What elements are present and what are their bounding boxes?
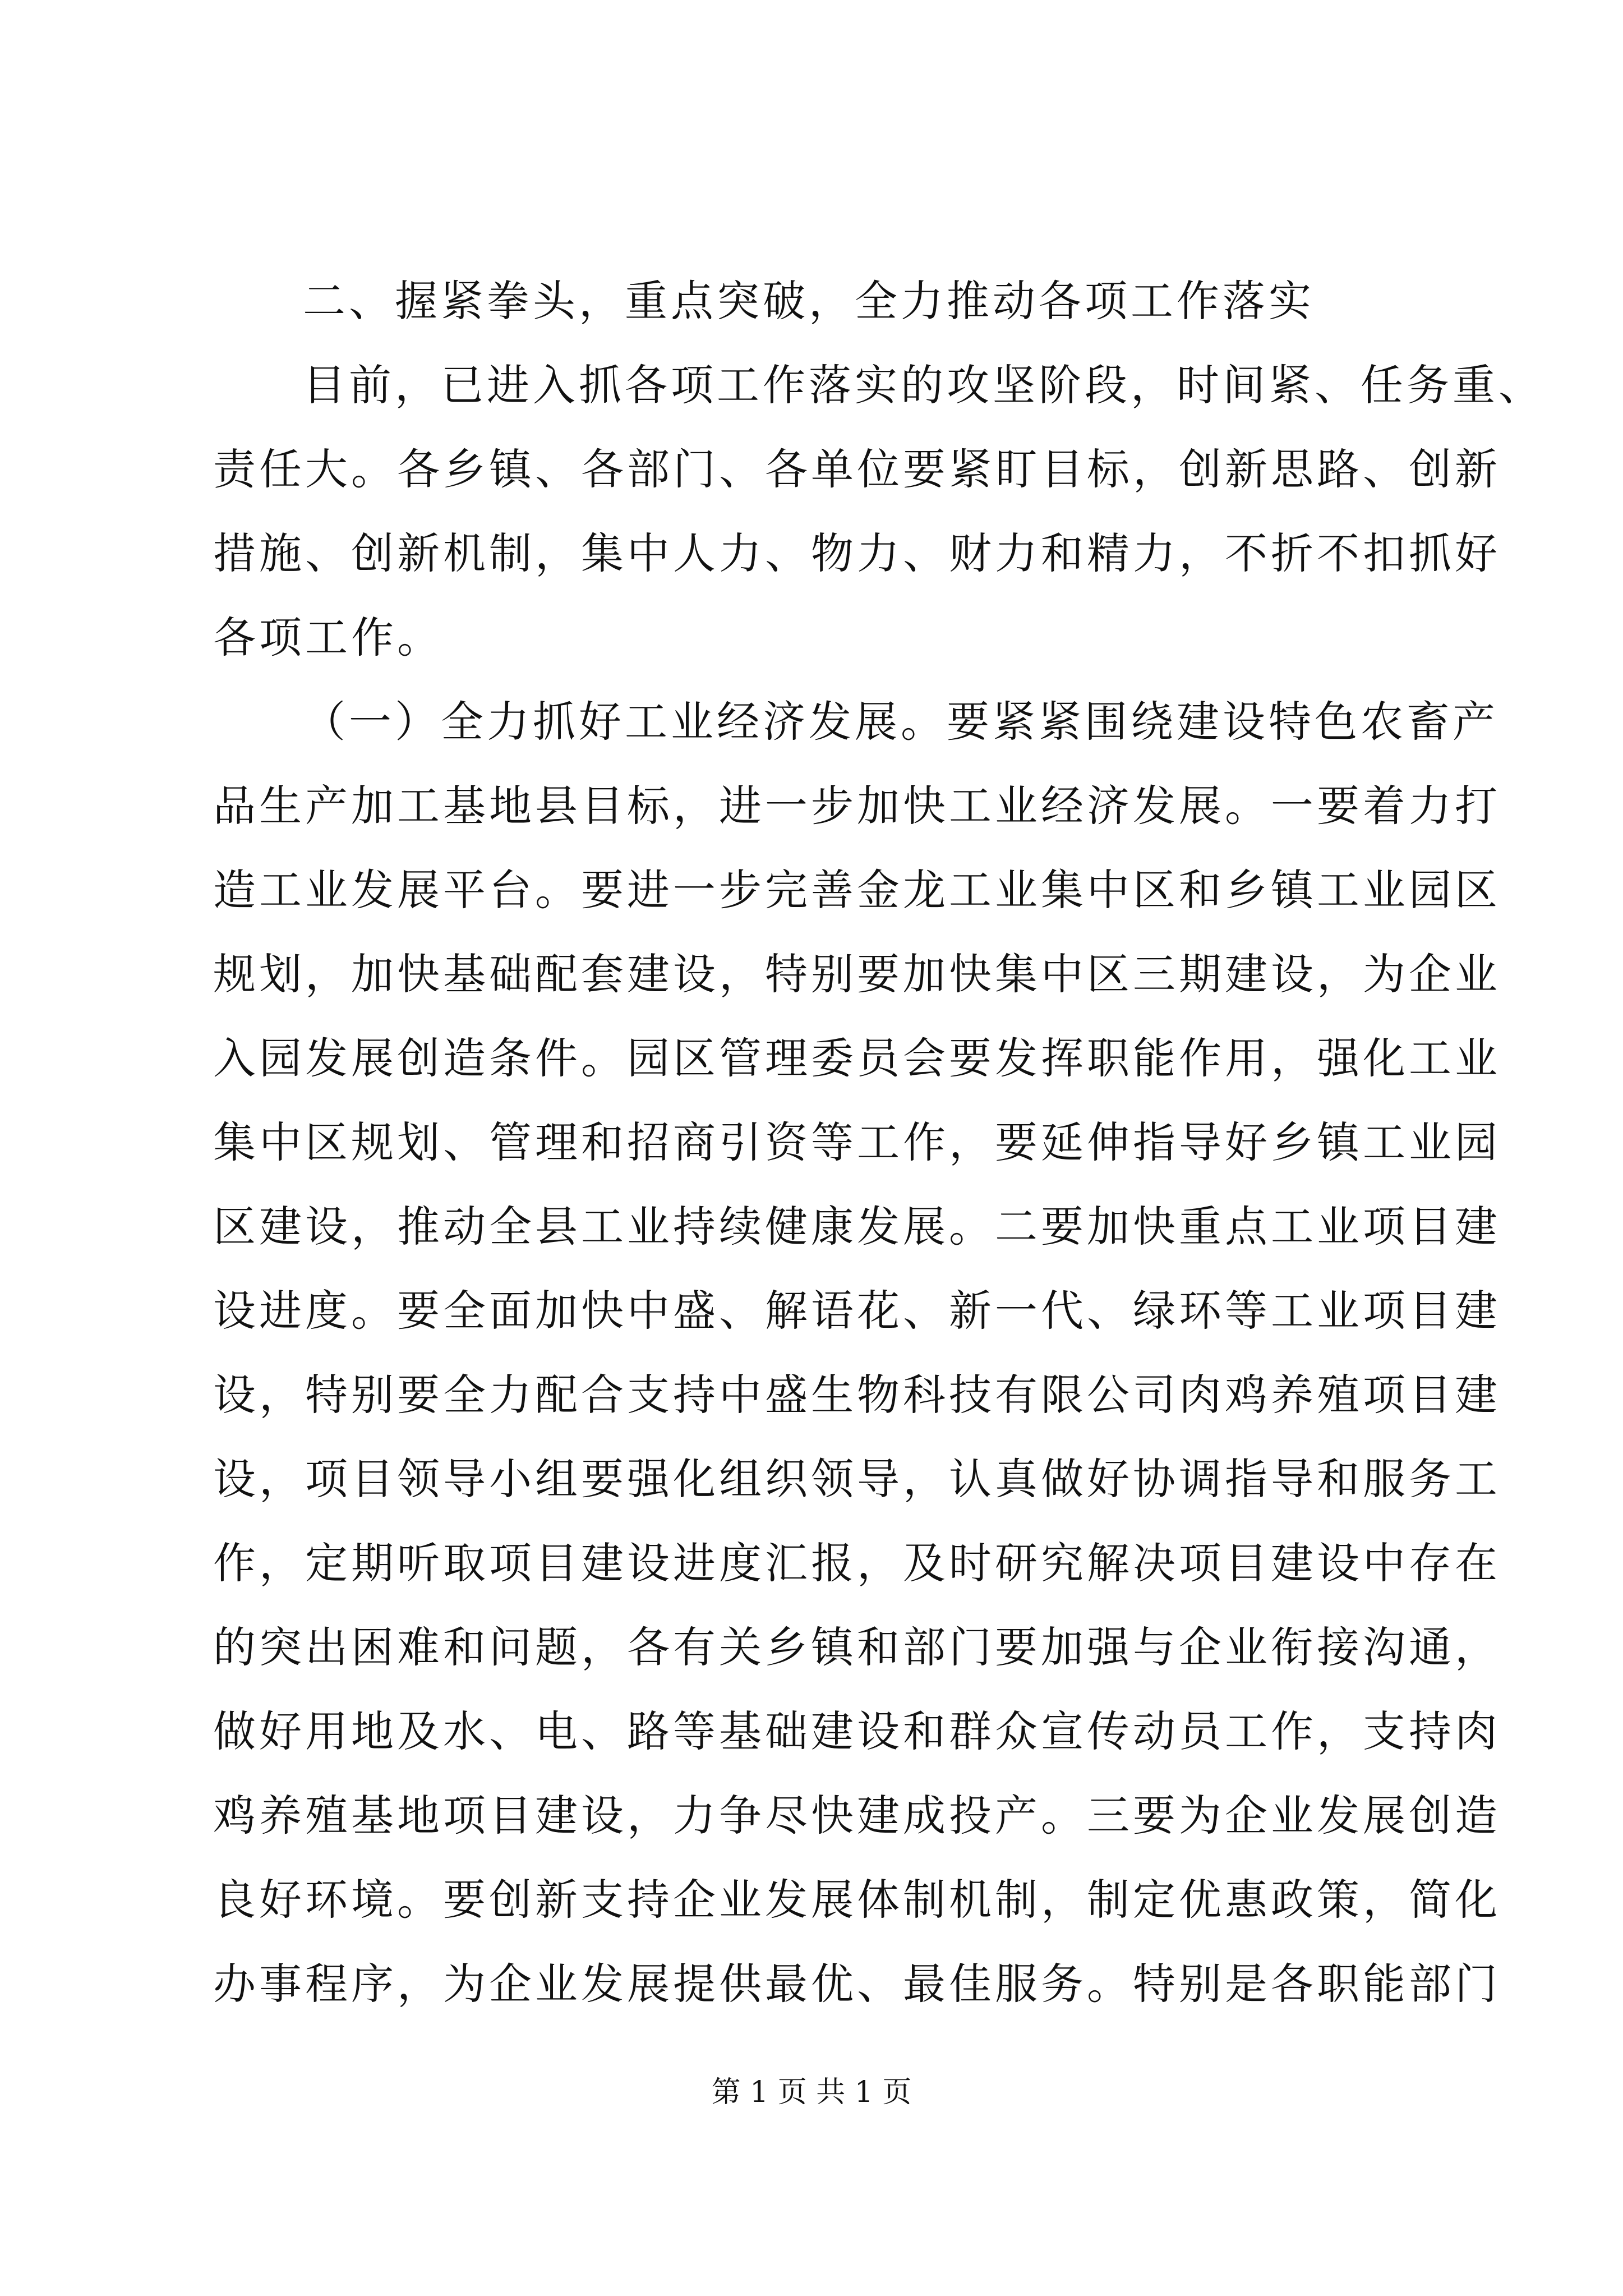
paragraph-line: 各项工作。 [213, 613, 443, 662]
paragraph-line: 鸡养殖基地项目建设，力争尽快建成投产。三要为企业发展创造 [213, 1791, 1501, 1841]
paragraph-line: 作，定期听取项目建设进度汇报，及时研究解决项目建设中存在 [213, 1538, 1501, 1588]
paragraph-line: 责任大。各乡镇、各部门、各单位要紧盯目标，创新思路、创新 [213, 444, 1501, 494]
paragraph-line: 设，特别要全力配合支持中盛生物科技有限公司肉鸡养殖项目建 [213, 1370, 1501, 1420]
paragraph-line: 的突出困难和问题，各有关乡镇和部门要加强与企业衔接沟通， [213, 1622, 1501, 1672]
section-heading: 二、握紧拳头，重点突破，全力推动各项工作落实 [303, 276, 1315, 326]
paragraph-line: （一）全力抓好工业经济发展。要紧紧围绕建设特色农畜产 [303, 697, 1498, 747]
paragraph-line: 入园发展创造条件。园区管理委员会要发挥职能作用，强化工业 [213, 1033, 1501, 1083]
paragraph-line: 做好用地及水、电、路等基础建设和群众宣传动员工作，支持肉 [213, 1706, 1501, 1756]
paragraph-line: 集中区规划、管理和招商引资等工作，要延伸指导好乡镇工业园 [213, 1117, 1501, 1167]
paragraph-line: 良好环境。要创新支持企业发展体制机制，制定优惠政策，简化 [213, 1875, 1501, 1925]
page-footer: 第 1 页 共 1 页 [711, 2076, 912, 2109]
paragraph-line: 办事程序，为企业发展提供最优、最佳服务。特别是各职能部门 [213, 1959, 1501, 2009]
paragraph-line: 设，项目领导小组要强化组织领导，认真做好协调指导和服务工 [213, 1454, 1501, 1504]
paragraph-line: 区建设，推动全县工业持续健康发展。二要加快重点工业项目建 [213, 1202, 1501, 1251]
paragraph-line: 规划，加快基础配套建设，特别要加快集中区三期建设，为企业 [213, 949, 1501, 999]
paragraph-line: 造工业发展平台。要进一步完善金龙工业集中区和乡镇工业园区 [213, 865, 1501, 915]
paragraph-line: 设进度。要全面加快中盛、解语花、新一代、绿环等工业项目建 [213, 1286, 1501, 1336]
paragraph-line: 措施、创新机制，集中人力、物力、财力和精力，不折不扣抓好 [213, 528, 1501, 578]
paragraph-line: 目前，已进入抓各项工作落实的攻坚阶段，时间紧、任务重、 [303, 360, 1544, 410]
paragraph-line: 品生产加工基地县目标，进一步加快工业经济发展。一要着力打 [213, 781, 1501, 831]
